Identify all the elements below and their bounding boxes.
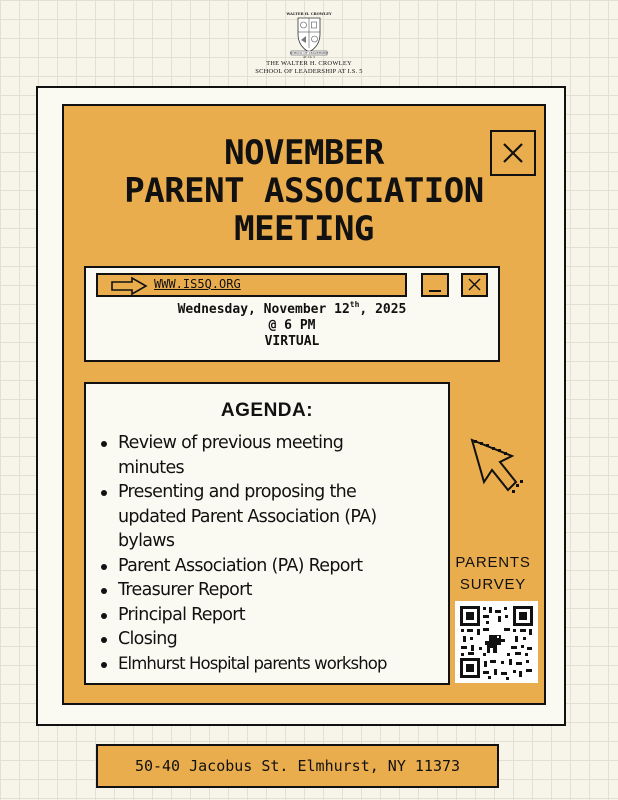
agenda-item: Presenting and proposing the	[118, 480, 448, 505]
title-line2: PARENT ASSOCIATION	[124, 171, 484, 211]
address-text: 50-40 Jacobus St. Elmhurst, NY 11373	[134, 757, 461, 775]
close-icon	[463, 275, 486, 295]
svg-text:SCHOOL OF LEADERSHIP: SCHOOL OF LEADERSHIP	[289, 51, 329, 56]
agenda-item: Elmhurst Hospital parents workshop	[118, 652, 448, 677]
event-date	[84, 302, 500, 318]
school-crest-icon	[284, 10, 334, 58]
agenda-item-continuation: bylaws	[118, 531, 175, 551]
arrow-right-icon	[110, 276, 148, 296]
school-name	[0, 60, 618, 76]
minimize-button[interactable]	[421, 273, 449, 297]
event-date-prefix: Wednesday, November 12	[177, 302, 350, 317]
event-time: @ 6 PM	[268, 318, 316, 333]
agenda-item-continuation: minutes	[118, 457, 184, 478]
close-icon	[492, 132, 534, 174]
agenda-item: Treasurer Report	[118, 578, 448, 603]
agenda-list	[118, 431, 448, 676]
url-link[interactable]: WWW.IS5Q.ORG	[154, 277, 241, 291]
school-name-line2: SCHOOL OF LEADERSHIP AT I.S. 5	[255, 68, 363, 75]
small-close-button[interactable]	[461, 273, 488, 297]
agenda-item: Parent Association (PA) Report	[118, 554, 448, 579]
svg-text:AT I.S. 5: AT I.S. 5	[303, 54, 315, 58]
agenda-title: AGENDA:	[220, 400, 314, 421]
event-mode: VIRTUAL	[264, 334, 320, 349]
agenda-item: Review of previous meeting	[118, 431, 448, 456]
survey-line1: PARENTS	[455, 554, 531, 571]
parents-survey-label	[452, 552, 534, 596]
school-name-line1: THE WALTER H. CROWLEY	[266, 60, 352, 67]
event-date-suffix: th	[349, 300, 360, 309]
svg-text:WALTER H. CROWLEY: WALTER H. CROWLEY	[286, 12, 332, 16]
agenda-item: Principal Report	[118, 603, 448, 628]
page-title	[62, 134, 546, 248]
survey-line2: SURVEY	[459, 576, 527, 593]
qr-code-icon[interactable]	[455, 601, 538, 683]
mouse-pointer-icon	[468, 436, 532, 500]
agenda-item: Closing	[118, 627, 448, 652]
title-line3: MEETING	[234, 209, 374, 249]
title-line1: NOVEMBER	[224, 133, 384, 173]
event-details	[84, 302, 500, 350]
event-year: , 2025	[359, 302, 407, 317]
agenda-item-continuation: updated Parent Association (PA)	[118, 506, 377, 527]
close-window-button[interactable]	[490, 130, 536, 176]
